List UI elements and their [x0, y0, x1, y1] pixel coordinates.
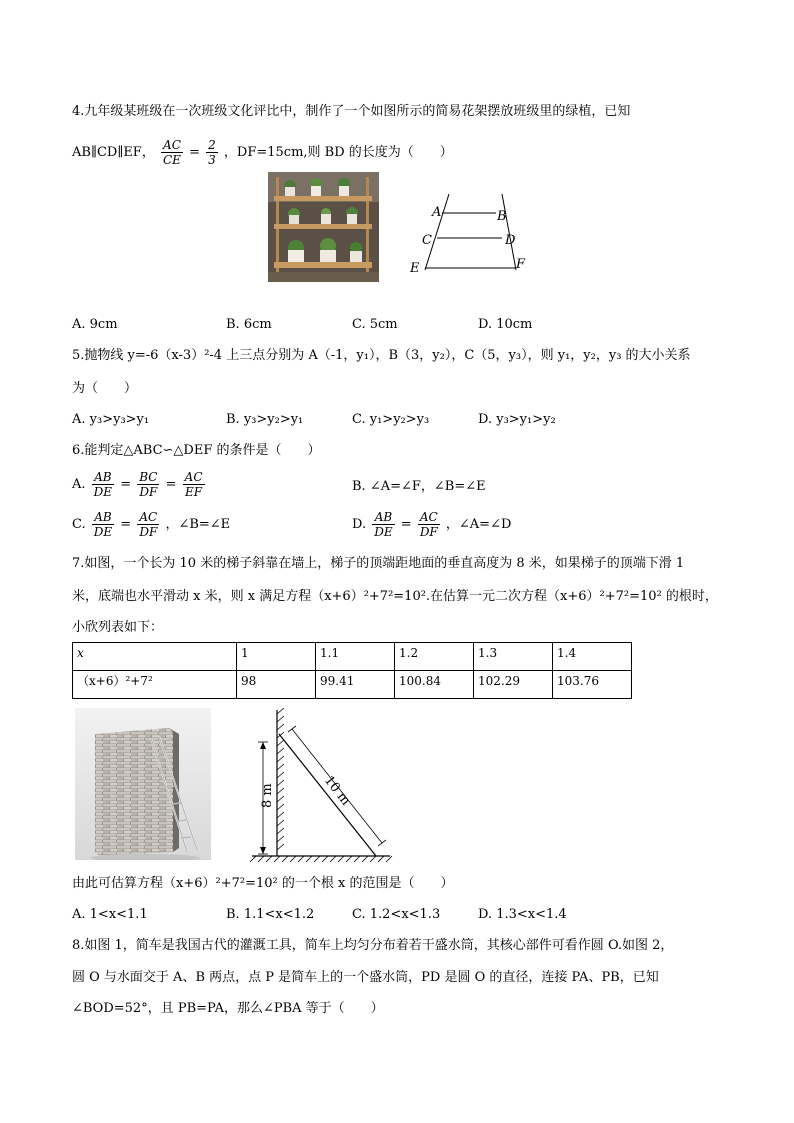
- q5-option-d[interactable]: D. y₃>y₁>y₂: [478, 412, 556, 427]
- fraction-denominator: DE: [374, 525, 393, 539]
- ladder-line: [279, 734, 376, 856]
- q7-stem-line1: 7.如图，一个长为 10 米的梯子斜靠在墙上，梯子的顶端距地面的垂直高度为 8 米，如果梯子的顶端下滑 1: [72, 556, 685, 571]
- table-cell: 98: [237, 671, 316, 699]
- fraction-numerator: AC: [184, 470, 203, 484]
- right-leg-line: [502, 194, 516, 270]
- equals-sign: =: [400, 517, 412, 532]
- table-cell: x: [73, 643, 237, 671]
- flower-rack-photo: [268, 172, 379, 282]
- q7-option-d[interactable]: D. 1.3<x<1.4: [478, 907, 567, 922]
- fraction-ab-de: [92, 470, 114, 499]
- fraction-denominator: DE: [93, 485, 113, 499]
- table-row: [73, 671, 632, 699]
- q4-fraction-ac-ce: [161, 138, 183, 167]
- q4-option-b[interactable]: B. 6cm: [226, 317, 272, 332]
- wall-hatching: [277, 708, 284, 850]
- fraction-numerator: 2: [208, 138, 216, 152]
- table-cell: 1.2: [395, 643, 474, 671]
- fraction-denominator: 3: [208, 153, 216, 167]
- ladder-geometry-diagram: [244, 708, 394, 862]
- q4-option-a[interactable]: A. 9cm: [72, 317, 118, 332]
- point-label-b: B: [497, 209, 507, 224]
- q5-stem-line1: 5.抛物线 y=-6（x-3）²-4 上三点分别为 A（-1，y₁），B（3，y₂），C（5，y₃），则 y₁，y₂，y₃ 的大小关系: [72, 348, 691, 363]
- fraction-ab-de: [92, 510, 114, 539]
- option-suffix: ，∠A=∠D: [445, 517, 512, 532]
- q4-fraction-two-thirds: [206, 138, 218, 167]
- q8-stem-line2: 圆 O 与水面交于 A、B 两点，点 P 是简车上的一个盛水筒，PD 是圆 O 的直径，连接 PA、PB，已知: [72, 970, 659, 985]
- ground-hatching: [250, 856, 392, 862]
- table-cell: 103.76: [553, 671, 632, 699]
- point-label-c: C: [422, 233, 432, 248]
- q5-option-a[interactable]: A. y₃>y₃>y₁: [72, 412, 150, 427]
- parallel-lines-diagram: [404, 190, 534, 278]
- fraction-denominator: DF: [139, 525, 158, 539]
- equals-sign: =: [165, 477, 177, 492]
- option-letter: D.: [352, 517, 367, 532]
- fraction-denominator: DF: [139, 485, 158, 499]
- table-cell: 102.29: [474, 671, 553, 699]
- fraction-numerator: AC: [418, 510, 440, 525]
- table-cell: 1.3: [474, 643, 553, 671]
- fraction-ac-df: [418, 510, 440, 539]
- q5-stem-line2: 为（ ）: [72, 381, 138, 396]
- point-label-e: E: [410, 261, 420, 276]
- q7-stem-line2: 米，底端也水平滑动 x 米，则 x 满足方程（x+6）²+7²=10².在估算一元二次方程（x+6）²+7²=10² 的根时，: [72, 589, 718, 604]
- equals-sign: =: [189, 145, 200, 160]
- fraction-ac-df: [137, 510, 159, 539]
- q4-condition-suffix: ，DF=15cm,则 BD 的长度为（ ）: [223, 145, 453, 160]
- option-suffix: ，∠B=∠E: [165, 517, 231, 532]
- table-cell: 1: [237, 643, 316, 671]
- equals-sign: =: [120, 517, 132, 532]
- fraction-numerator: AC: [161, 138, 183, 153]
- fraction-denominator: DF: [419, 525, 438, 539]
- q6-stem: 6.能判定△ABC∽△DEF 的条件是（ ）: [72, 443, 321, 458]
- fraction-bc-df: [137, 470, 159, 499]
- option-letter: A.: [72, 477, 86, 492]
- equals-sign: =: [120, 477, 132, 492]
- point-label-d: D: [505, 233, 516, 248]
- q4-stem-line1: 4.九年级某班级在一次班级文化评比中，制作了一个如图所示的简易花架摆放班级里的绿植，已知: [72, 104, 631, 119]
- table-cell: （x+6）²+7²: [73, 671, 237, 699]
- estimation-table: [72, 642, 632, 699]
- ladder-length-label: 10 m: [320, 773, 353, 809]
- q5-option-c[interactable]: C. y₁>y₂>y₃: [352, 412, 430, 427]
- q6-option-d[interactable]: [352, 510, 511, 539]
- q6-option-a[interactable]: [72, 470, 207, 499]
- fraction-numerator: AB: [92, 510, 114, 525]
- q7-stem-line3: 小欣列表如下：: [72, 620, 164, 635]
- q6-option-b[interactable]: B. ∠A=∠F，∠B=∠E: [352, 479, 486, 494]
- table-cell: 99.41: [316, 671, 395, 699]
- fraction-numerator: BC: [139, 470, 158, 484]
- q4-stem-line2: [72, 138, 453, 167]
- q6-option-c[interactable]: [72, 510, 230, 539]
- fraction-denominator: CE: [162, 153, 181, 167]
- fraction-numerator: AB: [372, 510, 394, 525]
- fraction-numerator: AB: [92, 470, 114, 485]
- ladder-wall-photo: [75, 708, 211, 860]
- table-row: [73, 643, 632, 671]
- q8-stem-line1: 8.如图 1，简车是我国古代的灌溉工具，简车上均匀分布着若干盛水筒，其核心部件可看作圆 O.如图 2，: [72, 938, 674, 953]
- q5-option-b[interactable]: B. y₃>y₂>y₁: [226, 412, 304, 427]
- option-letter: C.: [72, 517, 86, 532]
- q8-stem-line3: ∠BOD=52°，且 PB=PA，那么∠PBA 等于（ ）: [72, 1001, 384, 1016]
- point-label-f: F: [516, 257, 526, 272]
- table-cell: 1.1: [316, 643, 395, 671]
- q4-condition-prefix: AB∥CD∥EF，: [72, 145, 155, 160]
- fraction-denominator: DE: [93, 525, 113, 539]
- table-cell: 100.84: [395, 671, 474, 699]
- q7-option-c[interactable]: C. 1.2<x<1.3: [352, 907, 441, 922]
- table-cell: 1.4: [553, 643, 632, 671]
- fraction-ab-de: [372, 510, 394, 539]
- fraction-ac-ef: [183, 470, 205, 499]
- height-label: 8 m: [260, 783, 275, 808]
- q4-option-d[interactable]: D. 10cm: [478, 317, 533, 332]
- fraction-numerator: AC: [137, 510, 159, 525]
- q7-stem-line4: 由此可估算方程（x+6）²+7²=10² 的一个根 x 的范围是（ ）: [72, 876, 454, 891]
- q4-option-c[interactable]: C. 5cm: [352, 317, 398, 332]
- q7-option-b[interactable]: B. 1.1<x<1.2: [226, 907, 315, 922]
- q7-option-a[interactable]: A. 1<x<1.1: [72, 907, 148, 922]
- point-label-a: A: [432, 205, 442, 220]
- fraction-denominator: EF: [185, 485, 203, 499]
